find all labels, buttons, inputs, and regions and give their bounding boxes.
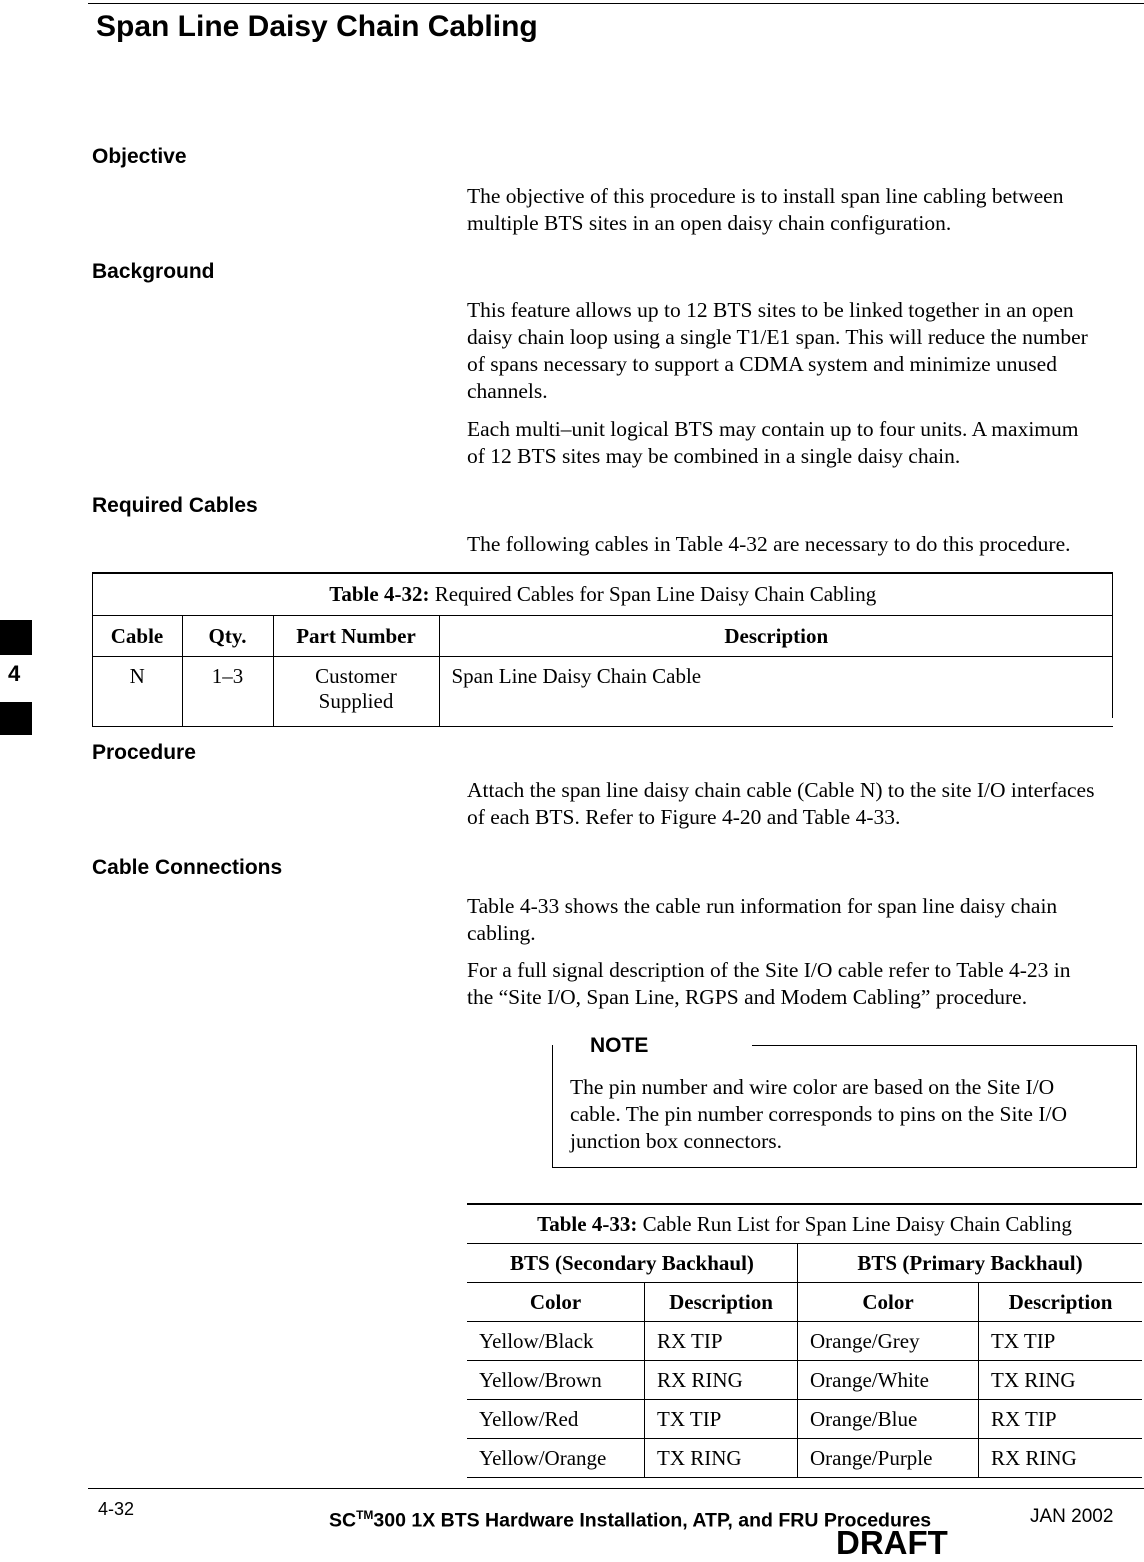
- cell: TX TIP: [645, 1400, 798, 1439]
- text-line: channels.: [467, 379, 548, 403]
- background-text-2: [467, 416, 1143, 470]
- text-line: Table 4-33 shows the cable run information for span line daisy chain: [467, 894, 1058, 918]
- cell: RX TIP: [979, 1400, 1143, 1439]
- required-cables-text: [467, 531, 1143, 558]
- table-row: [467, 1322, 1142, 1361]
- text-line: of 12 BTS sites may be combined in a single daisy chain.: [467, 444, 961, 468]
- chapter-tab-top: [0, 620, 32, 655]
- text-line: The objective of this procedure is to install span line cabling between: [467, 184, 1064, 208]
- cable-run-table: [467, 1203, 1142, 1478]
- column-header-cable: Cable: [93, 616, 183, 657]
- table-row: [467, 1439, 1142, 1478]
- column-header-description: Description: [645, 1283, 798, 1322]
- caption-text: Cable Run List for Span Line Daisy Chain Cabling: [637, 1211, 1072, 1236]
- document-date: JAN 2002: [1030, 1506, 1114, 1527]
- text-line: cable. The pin number corresponds to pins on the Site I/O: [570, 1102, 1067, 1126]
- background-text-1: [467, 297, 1143, 405]
- cell: RX TIP: [645, 1322, 798, 1361]
- text-line: The following cables in Table 4-32 are necessary to do this procedure.: [467, 532, 1071, 556]
- note-text: [570, 1074, 1125, 1155]
- column-header-part-number: Part Number: [273, 616, 439, 657]
- cell: TX RING: [979, 1361, 1143, 1400]
- cable-connections-text-1: [467, 893, 1143, 947]
- part-line: Customer: [315, 664, 397, 688]
- column-header-description: Description: [979, 1283, 1143, 1322]
- cable-connections-text-2: [467, 957, 1143, 1011]
- text-line: daisy chain loop using a single T1/E1 span. This will reduce the number: [467, 325, 1088, 349]
- doc-title-rest: 300 1X BTS Hardware Installation, ATP, and FRU Procedures: [373, 1509, 932, 1532]
- footer-rule: [88, 1488, 1144, 1489]
- text-line: Attach the span line daisy chain cable (Cable N) to the site I/O interfaces: [467, 778, 1095, 802]
- page-title: Span Line Daisy Chain Cabling: [96, 10, 538, 43]
- caption-text: Required Cables for Span Line Daisy Chain Cabling: [429, 582, 877, 606]
- cell: TX TIP: [979, 1322, 1143, 1361]
- text-line: junction box connectors.: [570, 1129, 782, 1153]
- caption-label: Table 4-33:: [537, 1211, 638, 1236]
- procedure-heading: Procedure: [92, 741, 196, 764]
- required-cables-heading: Required Cables: [92, 494, 258, 517]
- cell: TX RING: [645, 1439, 798, 1478]
- cable-connections-heading: Cable Connections: [92, 856, 283, 879]
- background-heading: Background: [92, 260, 215, 283]
- note-label: NOTE: [590, 1034, 649, 1057]
- doc-prefix: SC: [329, 1509, 357, 1532]
- trademark-mark: TM: [356, 1508, 374, 1522]
- table-caption: [93, 573, 1114, 616]
- column-header-qty: Qty.: [182, 616, 273, 657]
- group-header-primary: BTS (Primary Backhaul): [798, 1244, 1143, 1283]
- chapter-tab-bottom: [0, 702, 32, 735]
- text-line: the “Site I/O, Span Line, RGPS and Modem Cabling” procedure.: [467, 985, 1028, 1009]
- note-top-rule: [752, 1045, 1137, 1046]
- table-row: [467, 1400, 1142, 1439]
- page-number: 4-32: [98, 1499, 135, 1519]
- objective-text: [467, 183, 1143, 237]
- table-row: [93, 657, 1114, 727]
- cell-qty: 1–3: [182, 657, 273, 727]
- text-line: The pin number and wire color are based on the Site I/O: [570, 1075, 1055, 1099]
- draft-mark: DRAFT: [836, 1524, 948, 1561]
- column-header-color: Color: [467, 1283, 645, 1322]
- text-line: multiple BTS sites in an open daisy chain configuration.: [467, 211, 952, 235]
- chapter-tab-number: 4: [8, 661, 21, 686]
- text-line: Each multi–unit logical BTS may contain up to four units. A maximum: [467, 417, 1079, 441]
- cell: Yellow/Orange: [467, 1439, 645, 1478]
- cell: RX RING: [645, 1361, 798, 1400]
- cell: Yellow/Brown: [467, 1361, 645, 1400]
- cell: Yellow/Red: [467, 1400, 645, 1439]
- cell-description: Span Line Daisy Chain Cable: [439, 657, 1113, 727]
- required-cables-table: [92, 572, 1113, 727]
- cell-part-number: [273, 657, 439, 727]
- top-rule: [88, 3, 1144, 4]
- objective-heading: Objective: [92, 145, 187, 168]
- column-header-description: Description: [439, 616, 1113, 657]
- part-line: Supplied: [318, 689, 394, 713]
- table-caption: [467, 1204, 1142, 1244]
- text-line: of spans necessary to support a CDMA system and minimize unused: [467, 352, 1057, 376]
- column-header-color: Color: [798, 1283, 979, 1322]
- procedure-text: [467, 777, 1143, 831]
- cell: Yellow/Black: [467, 1322, 645, 1361]
- cell: Orange/Grey: [798, 1322, 979, 1361]
- table-row: [467, 1361, 1142, 1400]
- text-line: This feature allows up to 12 BTS sites to be linked together in an open: [467, 298, 1074, 322]
- text-line: of each BTS. Refer to Figure 4-20 and Table 4-33.: [467, 805, 901, 829]
- cell: Orange/Blue: [798, 1400, 979, 1439]
- cell: RX RING: [979, 1439, 1143, 1478]
- cell: Orange/White: [798, 1361, 979, 1400]
- caption-label: Table 4-32:: [329, 582, 430, 606]
- text-line: For a full signal description of the Site I/O cable refer to Table 4-23 in: [467, 958, 1071, 982]
- group-header-secondary: BTS (Secondary Backhaul): [467, 1244, 798, 1283]
- text-line: cabling.: [467, 921, 536, 945]
- cell-cable: N: [93, 657, 183, 727]
- cell: Orange/Purple: [798, 1439, 979, 1478]
